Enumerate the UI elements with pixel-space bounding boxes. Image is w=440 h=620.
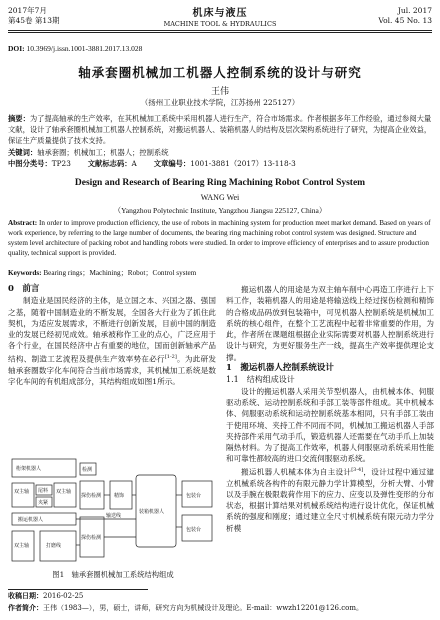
label-truss-robot: 桁架机器人 xyxy=(16,466,42,472)
clc-value: TP23 xyxy=(51,159,71,168)
clc-label: 中图分类号： xyxy=(8,159,52,168)
footnote xyxy=(8,590,432,614)
citation-1-2: [1-2] xyxy=(164,353,177,360)
author-bio-line: 作者简介：王伟（1983—），男，硕士，讲师，研究方向为机械设计及理论。E-mail：wwzh12201@126.com。 xyxy=(8,603,364,612)
header-left xyxy=(8,6,59,26)
abstract-cn-label: 摘要： xyxy=(8,114,30,123)
section-heading-preface: 0 前言 xyxy=(8,284,40,294)
structure-paragraph: 设计的搬运机器人采用关节型机器人，由机械本体、伺服驱动系统、运动控制系统和手部工装等部件组成。其中机械本体、伺服驱动系统和运动控制系统基本相同，只有手部工装由于使用环境、夹持工件不同而不同，机械加工搬运机器人手部夹持部件采用气动手爪，锻造机器人还需要在气动手爪上加装隔热材料。为了提高工作效率，机器人伺服驱动系统采用性能和可靠性都较高的进口交流伺服驱动系统。 xyxy=(226,386,434,464)
header-right-issue: Vol. 45 No. 13 xyxy=(378,16,432,25)
articleno-value: 1001-3881（2017）13-118-3 xyxy=(190,159,296,168)
left-column xyxy=(8,284,216,387)
system-structure-diagram xyxy=(10,455,216,570)
abstract-en xyxy=(8,218,432,258)
doccode-value: A xyxy=(131,159,137,168)
label-packing-robot: 装箱机器人 xyxy=(139,509,165,515)
keywords-cn xyxy=(8,147,432,158)
keywords-en-label: Keywords: xyxy=(8,269,42,277)
abstract-cn xyxy=(8,113,432,146)
header-rule-thin xyxy=(8,32,432,33)
journal-masthead xyxy=(150,4,290,28)
label-handling-robot: 搬运机器人 xyxy=(18,517,44,523)
section-heading-1-1: 1.1 结构组成设计 xyxy=(226,375,295,385)
label-double-spindle-3: 双主轴 xyxy=(14,543,30,549)
doccode-label: 文献标志码： xyxy=(87,159,132,168)
journal-name-cn: 机床与液压 xyxy=(192,8,248,19)
keywords-cn-label: 关键词： xyxy=(8,148,38,157)
title-en: Design and Research of Bearing Ring Machining Robot Control System xyxy=(74,178,366,188)
preface-paragraph: 制造业是国民经济的主体，是立国之本、兴国之器、强国之基，随着中国制造业的不断发展，全国各大行业为了抓住此契机，为适应发展需求，不断进行创新发展，目前中国的制造业的发展已经初见成效。轴承被称作工业的点心，广泛应用于各个行业，在国民经济中占有重要的地位，国而创新轴承产品结构、制造工艺流程及提供生产效率势在必行[1-2]。为此研发轴承套圈数字化车间符合当前市场需求，其机械加工系统是数字化车间的有机组成部分，其结构组成如图1所示。 xyxy=(8,296,217,386)
header-right-date: Jul. 2017 xyxy=(397,6,432,15)
journal-name-en: MACHINE TOOL & HYDRAULICS xyxy=(163,20,277,28)
header-left-date: 2017年7月 xyxy=(8,6,47,15)
label-packing-station-1: 包装台 xyxy=(186,493,202,499)
mechanical-body-paragraph: 搬运机器人机械本体为自主设计[3-4]，设计过程中通过建立机械系统各构件的有限元静力学计算模型，分析大臂、小臂以及手腕在极限载荷作用下的应力、应变以及弹性变形的分布状态，根据计算结果对机械系统结构进行设计优化，保证机械系统的强度和刚度；通过建立全尺寸机械系统有限元动力学分析模 xyxy=(226,466,434,533)
author-en: WANG Wei xyxy=(200,193,240,202)
affiliation-en: （Yangzhou Polytechnic Institute, Yangzhou Jiangsu 225127, China） xyxy=(113,206,327,215)
abstract-cn-text: 为了提高轴承的生产效率，在其机械加工系统中采用机器人进行生产，符合市场需求。作者根据多年工作经验，通过参阅大量文献，设计了轴承套圈机械加工机器人控制系统，对搬运机器人、装箱机器人的结构及层次架构系统进行了研究，为提高企业效益，保证生产质量提供了技术支持。 xyxy=(8,114,432,145)
figure-caption: 图1 轴承套圈机械加工系统结构组成 xyxy=(52,570,174,579)
title-cn: 轴承套圈机械加工机器人控制系统的设计与研究 xyxy=(78,65,362,80)
label-trailing: 尾料 xyxy=(38,488,49,494)
author-cn: 王伟 xyxy=(210,87,229,97)
header-right xyxy=(378,6,432,26)
label-conveyor: 输送线 xyxy=(106,513,122,519)
right-column xyxy=(226,284,434,534)
classification-line xyxy=(8,158,432,169)
keywords-cn-text: 轴承套圈；机械加工；机器人；控制系统 xyxy=(37,148,169,157)
doi-label: DOI: xyxy=(8,44,25,53)
keywords-en-text: Bearing rings；Machining；Robot；Control system xyxy=(43,269,197,277)
double-spindle-box-1 xyxy=(12,483,34,507)
doi-line xyxy=(8,44,142,53)
articleno-label: 文章编号： xyxy=(153,159,191,168)
section-heading-1: 1 搬运机器人控制系统设计 xyxy=(226,363,334,374)
label-packing-station-2: 包装台 xyxy=(186,527,202,533)
intro-continued-paragraph: 搬运机器人的用途是为双主轴车削中心再造工序进行上下料工作，装箱机器人的用途是将输送线上经过探伤检测和精饰的合格成品码放到包装箱中，可见机器人控制系统是机械加工系统的核心组件，在整个工艺流程中起着非常重要的作用，为此，作者所在课题组根据企业实际需要对机器人控制系统进行设计与研究，为更好服务生产一线，提高生产效率提供理论支撑。 xyxy=(226,285,434,362)
abstract-en-text: In order to improve production efficiency, the use of robots in machining system for production meet market demand. Based on years of work experience, by referring to the large number of documents, the bearing ring machining robot control system was designed. Structure and system level architecture of packing robot and handling robots were studied. In order to improve efficiency of enterprises and to assure production quality, technical support is provided. xyxy=(8,219,431,257)
label-finishing: 精饰 xyxy=(114,493,125,499)
header-rule xyxy=(8,30,432,31)
doi-value: 10.3969/j.issn.1001-3881.2017.13.028 xyxy=(26,44,143,53)
header-left-issue: 第45卷 第13期 xyxy=(8,16,60,25)
citation-3-4: [3-4] xyxy=(351,466,364,473)
affiliation-cn: （扬州工业职业技术学院，江苏扬州 225127） xyxy=(140,98,300,107)
label-double-spindle-2: 双主轴 xyxy=(56,489,72,495)
label-inspect: 检测 xyxy=(82,467,93,473)
label-grind: 打磨线 xyxy=(46,543,62,549)
label-double-spindle-1: 双主轴 xyxy=(14,489,30,495)
abstract-en-label: Abstract: xyxy=(8,219,38,227)
keywords-en xyxy=(8,268,432,278)
label-flaw-detect-1: 探伤检测 xyxy=(81,493,102,499)
label-flaw-detect-2: 探伤检测 xyxy=(81,535,102,541)
received-line: 收稿日期：2016-02-25 xyxy=(8,591,84,600)
label-clamp: 夹紧 xyxy=(38,500,49,506)
double-spindle-box-2 xyxy=(54,483,76,507)
